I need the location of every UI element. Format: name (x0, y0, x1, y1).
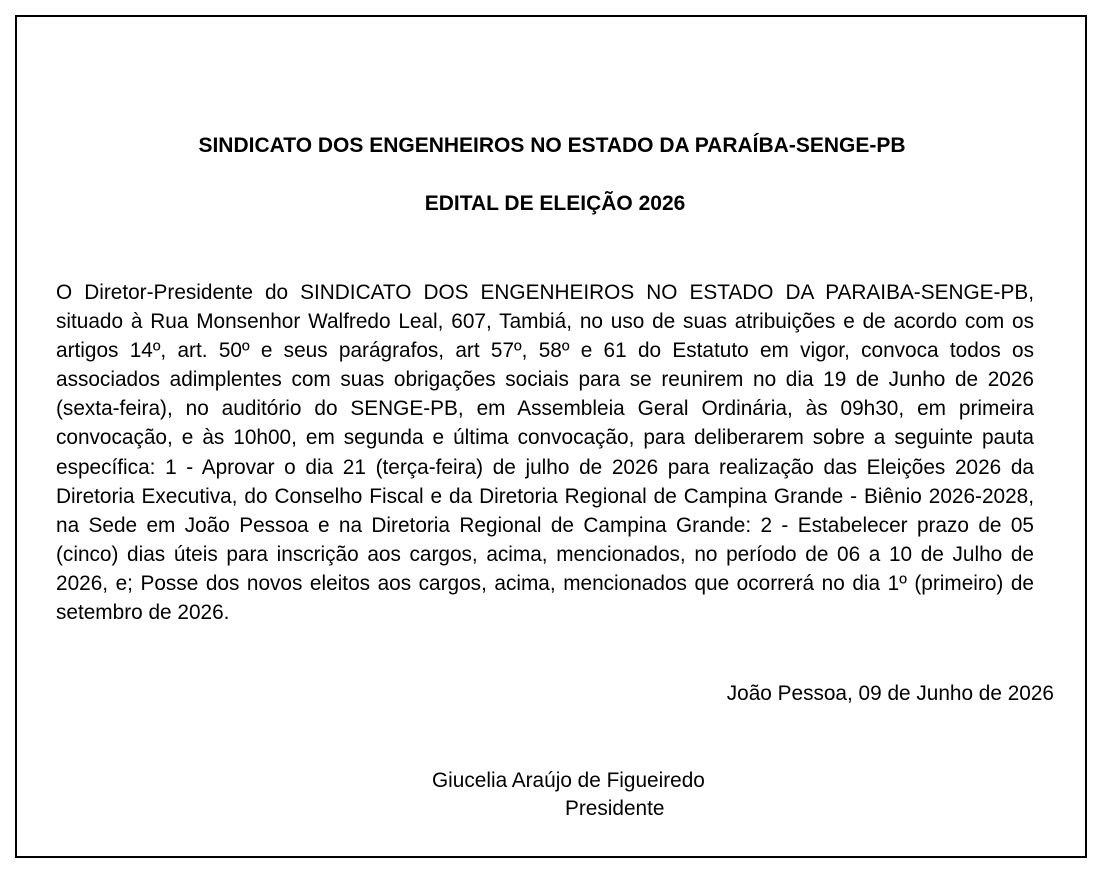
place-date: João Pessoa, 09 de Junho de 2026 (726, 682, 1054, 705)
body-paragraph: O Diretor-Presidente do SINDICATO DOS ENGENHEIROS NO ESTADO DA PARAIBA-SENGE-PB, situado à Rua Monsenhor Walfredo Leal, 607, Tambiá, no uso de suas atribuições e de acordo com os artigos 14º, art. 50º e seus parágrafos, art 57º, 58º e 61 do Estatuto em vigor, convoca todos os associados adimplentes com suas obrigações sociais para se reunirem no dia 19 de Junho de 2026 (sexta-feira), no auditório do SENGE-PB, em Assembleia Geral Ordinária, às 09h30, em primeira convocação, e às 10h00, em segunda e última convocação, para deliberarem sobre a seguinte pauta específica: 1 - Aprovar o dia 21 (terça-feira) de julho de 2026 para realização das Eleições 2026 da Diretoria Executiva, do Conselho Fiscal e da Diretoria Regional de Campina Grande - Biênio 2026-2028, na Sede em João Pessoa e na Diretoria Regional de Campina Grande: 2 - Estabelecer prazo de 05 (cinco) dias úteis para inscrição aos cargos, acima, mencionados, no período de 06 a 10 de Julho de 2026, e; Posse dos novos eleitos aos cargos, acima, mencionados que ocorrerá no dia 1º (primeiro) de setembro de 2026. (56, 281, 1034, 625)
signer-role: Presidente (565, 797, 665, 820)
organization-title: SINDICATO DOS ENGENHEIROS NO ESTADO DA PARAÍBA-SENGE-PB (198, 134, 906, 157)
signer-name: Giucelia Araújo de Figueiredo (432, 769, 705, 792)
edital-title: EDITAL DE ELEIÇÃO 2026 (424, 192, 686, 215)
